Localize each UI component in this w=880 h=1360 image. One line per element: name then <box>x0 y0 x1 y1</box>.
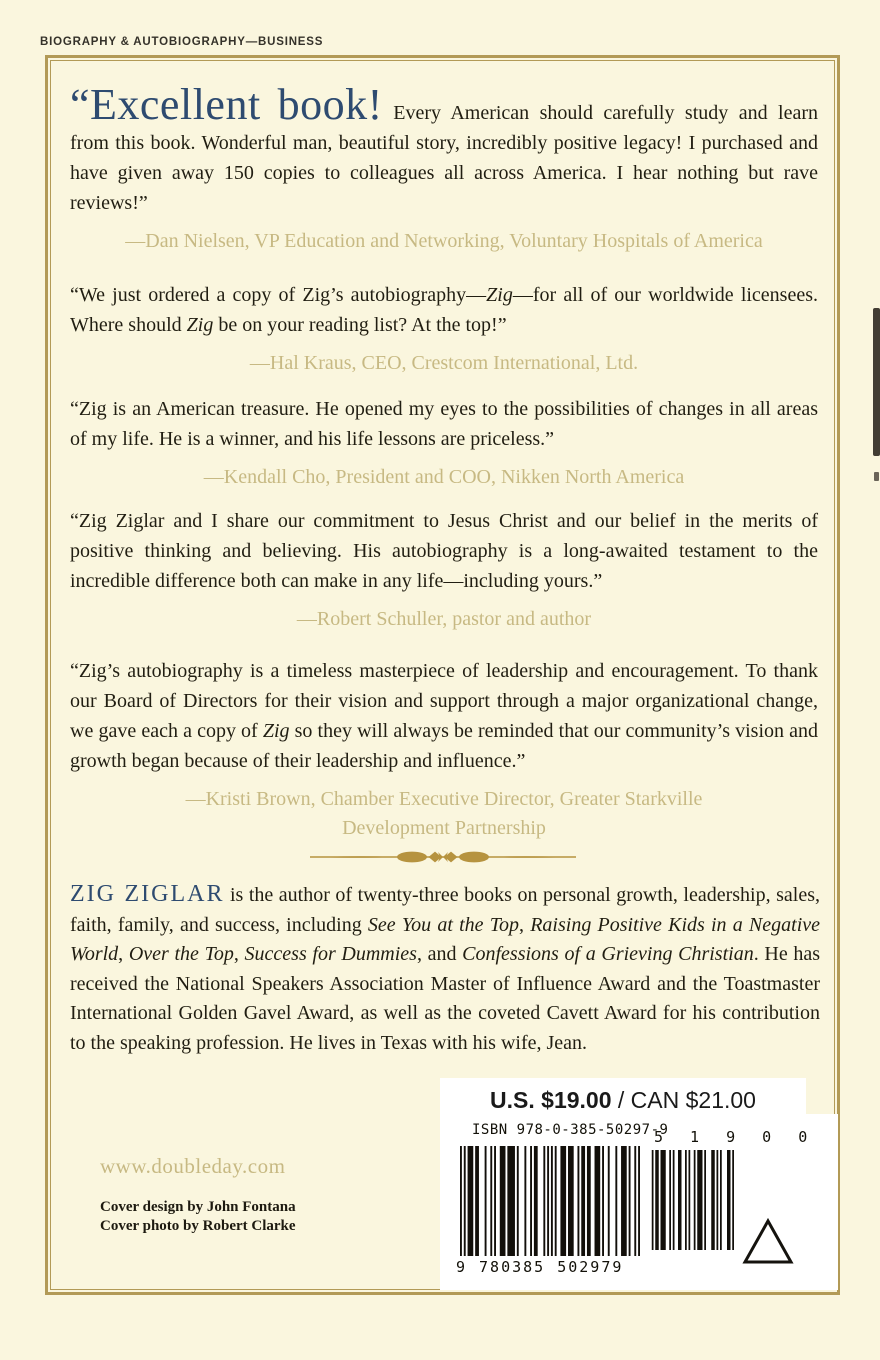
quote-attribution-line: —Dan Nielsen, VP Education and Networking, Voluntary Hospitals of America <box>125 230 763 252</box>
quote-attribution <box>70 605 818 634</box>
ornamental-divider <box>48 848 837 871</box>
photo-edge-artifact-tick <box>874 472 879 481</box>
quote-attribution <box>70 349 818 378</box>
cover-photo-credit: Cover photo by Robert Clarke <box>100 1218 296 1234</box>
book-title-italic: See You at the Top <box>367 913 519 936</box>
quote-attribution-line: —Kendall Cho, President and COO, Nikken North America <box>203 466 685 488</box>
price-us: U.S. $19.00 <box>490 1086 612 1113</box>
book-title-italic: Zig <box>262 720 290 742</box>
category-label: BIOGRAPHY & AUTOBIOGRAPHY—BUSINESS <box>40 36 324 48</box>
review-quote <box>70 656 818 843</box>
book-title-italic: Zig <box>186 314 214 336</box>
text-run: be on your reading list? At the top!” <box>213 314 507 336</box>
review-quote-text <box>70 506 818 596</box>
quote-lead-headline: “Excellent book! <box>70 80 383 129</box>
text-run: . He has received the National Speakers Association Master of Influence Award and the Toastmaster International Golden Gavel Award, as well as the coveted Cavett Award for his contribution to the speaking profession. He lives in Texas with his wife, Jean. <box>70 943 821 1054</box>
review-quote-text <box>70 394 818 454</box>
review-quote-text <box>70 82 818 218</box>
author-bio-text <box>70 880 820 1058</box>
quote-attribution <box>70 227 818 256</box>
review-quote <box>70 394 818 492</box>
text-run: “Zig’s autobiography is a timeless masterpiece of leadership and encouragement. To thank our Board of Directors for their vision and support through a major organizational change, we gave each a copy of <box>70 660 818 742</box>
book-title-italic: Success for Dummies <box>244 943 417 965</box>
text-run: , and <box>416 943 463 965</box>
barcode-panel <box>440 1114 838 1290</box>
price-can: / CAN $21.00 <box>611 1086 756 1113</box>
author-bio <box>70 880 820 1058</box>
cover-credits <box>100 1198 296 1236</box>
book-title-italic: Over the Top <box>128 943 234 965</box>
ean13-digit-group: 780385 <box>479 1258 546 1276</box>
isbn-label: ISBN 978-0-385-50297-9 <box>472 1122 669 1138</box>
book-title-italic: Raising Positive Kids in a Negative World <box>70 913 821 965</box>
text-run: Every American should carefully study and learn from this book. Wonderful man, beautiful story, incredibly positive legacy! I purchased and have given away 150 copies to colleagues all across America. I hear nothing but rave reviews!” <box>70 102 819 214</box>
text-run: so they will always be reminded that our community’s vision and growth began because of their leadership and influence.” <box>70 720 818 772</box>
review-quote <box>70 280 818 378</box>
text-run: “Zig is an American treasure. He opened my eyes to the possibilities of changes in all areas of my life. He is a winner, and his life lessons are priceless.” <box>70 398 818 450</box>
publisher-website: www.doubleday.com <box>100 1154 286 1178</box>
quote-attribution <box>70 785 818 843</box>
review-quote-text <box>70 280 818 340</box>
text-run: , <box>233 943 245 965</box>
text-run: , <box>118 943 129 965</box>
review-quote <box>70 82 818 256</box>
text-run: , <box>519 913 531 936</box>
quote-attribution <box>70 463 818 492</box>
ean5-digits: 5 1 9 0 0 <box>654 1128 817 1146</box>
price-label <box>440 1078 806 1122</box>
cover-design-credit: Cover design by John Fontana <box>100 1199 296 1215</box>
text-run: is the author of twenty-three books on personal growth, leadership, sales, faith, family, and success, including <box>70 884 820 936</box>
print-code-triangle-icon <box>742 1216 794 1266</box>
photo-edge-artifact <box>873 308 880 456</box>
ean13-barcode-icon <box>460 1146 640 1256</box>
quote-attribution-line: —Hal Kraus, CEO, Crestcom International, Ltd. <box>249 352 639 374</box>
divider-rule-icon <box>308 848 578 866</box>
ean13-digit-group: 9 <box>456 1258 468 1276</box>
review-quote-text <box>70 656 818 776</box>
book-title-italic: Zig <box>486 284 513 306</box>
text-run: “Zig Ziglar and I share our commitment to Jesus Christ and our belief in the merits of positive thinking and believing. His autobiography is a long-awaited testament to the incredible difference both can make in any life—including yours.” <box>70 510 818 592</box>
quote-attribution-line: —Kristi Brown, Chamber Executive Director, Greater Starkville <box>185 788 703 810</box>
author-name: ZIG ZIGLAR <box>70 881 225 907</box>
review-quote <box>70 506 818 634</box>
book-title-italic: Confessions of a Grieving Christian <box>462 943 754 965</box>
text-run: “We just ordered a copy of Zig’s autobiography— <box>70 284 487 306</box>
ean13-digit-group: 502979 <box>557 1258 624 1276</box>
quote-attribution-line: —Robert Schuller, pastor and author <box>296 608 592 630</box>
quote-attribution-line: Development Partnership <box>342 817 546 839</box>
text-run: —for all of our worldwide licensees. Where should <box>70 284 819 336</box>
ean5-barcode-icon <box>650 1150 734 1250</box>
ean13-digits <box>456 1258 646 1276</box>
